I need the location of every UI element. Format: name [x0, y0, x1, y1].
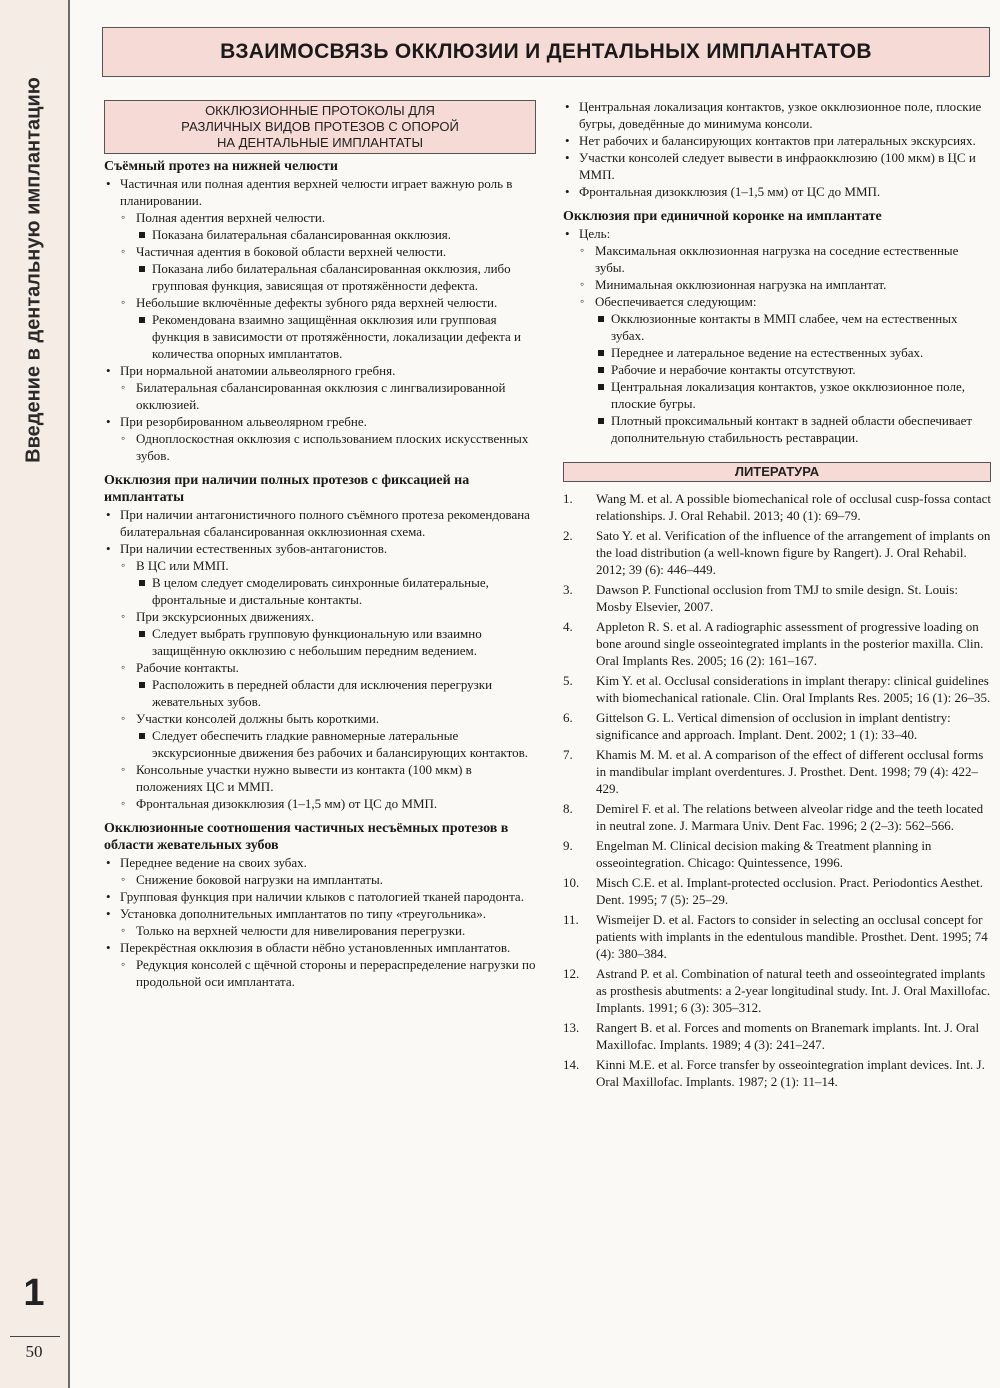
list-item: ◦ Небольшие включённые дефекты зубного ряда верхней челюсти.	[104, 294, 536, 311]
page-title-box	[102, 27, 990, 77]
list-item: ◦ Консольные участки нужно вывести из контакта (100 мкм) в положениях ЦС и ММП.	[104, 761, 536, 795]
reference-item	[563, 581, 991, 615]
protocols-heading-line: ОККЛЮЗИОННЫЕ ПРОТОКОЛЫ ДЛЯ	[205, 103, 435, 118]
list-item: Следует выбрать групповую функциональную или взаимно защищённую окклюзию с небольшим передним ведением.	[104, 625, 536, 659]
list-item: • Цель:	[563, 225, 991, 242]
list-item: Показана билатеральная сбалансированная окклюзия.	[104, 226, 536, 243]
list-item: Центральная локализация контактов, узкое окклюзионное поле, плоские бугры.	[563, 378, 991, 412]
page-number: 50	[25, 1342, 43, 1361]
list-item: В целом следует смоделировать синхронные билатеральные, фронтальные и дистальные контакты.	[104, 574, 536, 608]
reference-text: Khamis M. M. et al. A comparison of the effect of different occlusal forms in mandibular implant overdentures. J. Prosthet. Dent. 1998; 79 (4): 422–429.	[596, 747, 984, 796]
list-item: ◦ При экскурсионных движениях.	[104, 608, 536, 625]
list-item: • Нет рабочих и балансирующих контактов при латеральных экскурсиях.	[563, 132, 991, 149]
list-item: Рабочие и нерабочие контакты отсутствуют.	[563, 361, 991, 378]
protocols-heading-box	[104, 100, 536, 154]
reference-number: 2.	[563, 528, 573, 543]
reference-item	[563, 911, 991, 962]
section-heading: Окклюзионные соотношения частичных несъёмных протезов в области жевательных зубов	[104, 821, 509, 853]
list-item: Показана либо билатеральная сбалансированная окклюзия, либо групповая функция, зависящая от протяжённости дефекта.	[104, 260, 536, 294]
reference-number: 11.	[563, 912, 579, 927]
reference-item	[563, 837, 991, 871]
list-item: ◦ Редукция консолей с щёчной стороны и перераспределение нагрузки по продольной оси имплантата.	[104, 956, 536, 990]
bullet-list	[104, 506, 536, 812]
reference-item	[563, 965, 991, 1016]
list-item: ◦ Билатеральная сбалансированная окклюзия с лингвализированной окклюзией.	[104, 379, 536, 413]
list-item: • Участки консолей следует вывести в инфраокклюзию (100 мкм) в ЦС и ММП.	[563, 149, 991, 183]
reference-number: 12.	[563, 966, 580, 981]
list-item: Окклюзионные контакты в ММП слабее, чем на естественных зубах.	[563, 310, 991, 344]
reference-number: 1.	[563, 491, 573, 506]
list-item: ◦ Обеспечивается следующим:	[563, 293, 991, 310]
reference-item	[563, 618, 991, 669]
reference-text: Engelman M. Clinical decision making & Treatment planning in osseointegration. Chicago: Quintessence, 1996.	[596, 838, 932, 870]
list-item: • При наличии естественных зубов-антагонистов.	[104, 540, 536, 557]
reference-item	[563, 746, 991, 797]
left-column	[104, 98, 536, 990]
list-item: ◦ Участки консолей должны быть короткими.	[104, 710, 536, 727]
reference-item	[563, 800, 991, 834]
reference-item	[563, 527, 991, 578]
reference-item	[563, 1019, 991, 1053]
section-heading: Окклюзия при наличии полных протезов с фиксацией на имплантаты	[104, 473, 470, 505]
list-item: Следует обеспечить гладкие равномерные латеральные экскурсионные движения без рабочих и балансирующих контактов.	[104, 727, 536, 761]
protocols-heading-line: НА ДЕНТАЛЬНЫЕ ИМПЛАНТАТЫ	[217, 135, 423, 150]
page-title: ВЗАИМОСВЯЗЬ ОККЛЮЗИИ И ДЕНТАЛЬНЫХ ИМПЛАНТАТОВ	[220, 40, 872, 63]
reference-number: 4.	[563, 619, 573, 634]
reference-number: 6.	[563, 710, 573, 725]
list-item: • При наличии антагонистичного полного съёмного протеза рекомендована билатеральная сбалансированная окклюзионная схема.	[104, 506, 536, 540]
list-item: • Частичная или полная адентия верхней челюсти играет важную роль в планировании.	[104, 175, 536, 209]
list-item: ◦ Полная адентия верхней челюсти.	[104, 209, 536, 226]
reference-number: 10.	[563, 875, 580, 890]
reference-item	[563, 874, 991, 908]
reference-text: Gittelson G. L. Vertical dimension of occlusion in implant dentistry: significance and approach. Implant. Dent. 2002; 1 (1): 33–40.	[596, 710, 951, 742]
reference-text: Dawson P. Functional occlusion from TMJ to smile design. St. Louis: Mosby Elsevier, 2007.	[596, 582, 958, 614]
list-item: Расположить в передней области для исключения перегрузки жевательных зубов.	[104, 676, 536, 710]
list-item: • Фронтальная дизокклюзия (1–1,5 мм) от ЦС до ММП.	[563, 183, 991, 200]
reference-number: 8.	[563, 801, 573, 816]
list-item: • Групповая функция при наличии клыков с патологией тканей пародонта.	[104, 888, 536, 905]
list-item: ◦ Рабочие контакты.	[104, 659, 536, 676]
list-item: ◦ Минимальная окклюзионная нагрузка на имплантат.	[563, 276, 991, 293]
reference-text: Wismeijer D. et al. Factors to consider in selecting an occlusal concept for patients with implants in the edentulous mandible. Prosthet. Dent. 1995; 74 (4): 380–384.	[596, 912, 988, 961]
reference-number: 7.	[563, 747, 573, 762]
list-item: ◦ Только на верхней челюсти для нивелирования перегрузки.	[104, 922, 536, 939]
list-item: ◦ В ЦС или ММП.	[104, 557, 536, 574]
reference-number: 9.	[563, 838, 573, 853]
reference-number: 5.	[563, 673, 573, 688]
reference-item	[563, 672, 991, 706]
bullet-list	[563, 225, 991, 446]
reference-text: Misch C.E. et al. Implant-protected occlusion. Pract. Periodontics Aesthet. Dent. 1995; 7 (5): 25–29.	[596, 875, 984, 907]
list-item: ◦ Максимальная окклюзионная нагрузка на соседние естественные зубы.	[563, 242, 991, 276]
reference-number: 13.	[563, 1020, 580, 1035]
reference-text: Kim Y. et al. Occlusal considerations in implant therapy: clinical guidelines with biomechanical rationale. Clin. Oral Implants Res. 2005; 16 (1): 26–35.	[596, 673, 991, 705]
list-item: • Центральная локализация контактов, узкое окклюзионное поле, плоские бугры, доведённые до минимума консоли.	[563, 98, 991, 132]
reference-text: Sato Y. et al. Verification of the influence of the arrangement of implants on the load distribution (a well-known figure by Rangert). J. Oral Rehabil. 2012; 39 (6): 446–449.	[596, 528, 991, 577]
reference-text: Kinni M.E. et al. Force transfer by osseointegration implant devices. Int. J. Oral Maxillofac. Implants. 1987; 2 (1): 11–14.	[596, 1057, 985, 1089]
list-item: Переднее и латеральное ведение на естественных зубах.	[563, 344, 991, 361]
reference-text: Rangert B. et al. Forces and moments on Branemark implants. Int. J. Oral Maxillofac. Implants. 1989; 4 (3): 241–247.	[596, 1020, 980, 1052]
list-item: ◦ Снижение боковой нагрузки на имплантаты.	[104, 871, 536, 888]
list-item: • При нормальной анатомии альвеолярного гребня.	[104, 362, 536, 379]
literature-heading: ЛИТЕРАТУРА	[563, 462, 991, 482]
list-item: • При резорбированном альвеолярном гребне.	[104, 413, 536, 430]
bullet-list	[104, 854, 536, 990]
reference-text: Demirel F. et al. The relations between alveolar ridge and the teeth located in neutral zone. J. Marmara Univ. Dent Fac. 1996; 2 (2–3): 562–566.	[596, 801, 984, 833]
list-item: • Переднее ведение на своих зубах.	[104, 854, 536, 871]
reference-number: 14.	[563, 1057, 580, 1072]
list-item: Плотный проксимальный контакт в задней области обеспечивает дополнительную стабильность реставрации.	[563, 412, 991, 446]
chapter-title-vertical: Введение в дентальную имплантацию	[22, 77, 45, 463]
chapter-sidebar	[0, 0, 70, 1388]
list-item: • Установка дополнительных имплантатов по типу «треугольника».	[104, 905, 536, 922]
list-item: • Перекрёстная окклюзия в области нёбно установленных имплантатов.	[104, 939, 536, 956]
list-item: ◦ Частичная адентия в боковой области верхней челюсти.	[104, 243, 536, 260]
protocols-heading-line: РАЗЛИЧНЫХ ВИДОВ ПРОТЕЗОВ С ОПОРОЙ	[181, 119, 459, 134]
section-heading: Окклюзия при единичной коронке на имплантате	[563, 209, 882, 224]
list-item: Рекомендована взаимно защищённая окклюзия или групповая функция в зависимости от протяжённости, локализации дефекта и количества опорных имплантатов.	[104, 311, 536, 362]
section-heading: Съёмный протез на нижней челюсти	[104, 159, 338, 174]
right-column	[563, 98, 991, 1093]
reference-item	[563, 709, 991, 743]
chapter-number: 1	[23, 1272, 45, 1314]
reference-number: 3.	[563, 582, 573, 597]
page-number-rule	[10, 1336, 60, 1337]
bullet-list	[104, 175, 536, 464]
reference-item	[563, 490, 991, 524]
reference-text: Appleton R. S. et al. A radiographic assessment of progressive loading on bone around single osseointegrated implants in the posterior maxilla. Clin. Oral Implants Res. 2005; 16 (2): 161–167.	[596, 619, 984, 668]
reference-text: Astrand P. et al. Combination of natural teeth and osseointegrated implants as prosthesis abutments: a 2-year longitudinal study. Int. J. Oral Maxillofac. Implants. 1991; 6 (3): 305–312.	[596, 966, 991, 1015]
reference-list	[563, 490, 991, 1090]
list-item: ◦ Одноплоскостная окклюзия с использованием плоских искусственных зубов.	[104, 430, 536, 464]
reference-item	[563, 1056, 991, 1090]
reference-text: Wang M. et al. A possible biomechanical role of occlusal cusp-fossa contact relationships. J. Oral Rehabil. 2013; 40 (1): 69–79.	[596, 491, 991, 523]
list-item: ◦ Фронтальная дизокклюзия (1–1,5 мм) от ЦС до ММП.	[104, 795, 536, 812]
bullet-list	[563, 98, 991, 200]
